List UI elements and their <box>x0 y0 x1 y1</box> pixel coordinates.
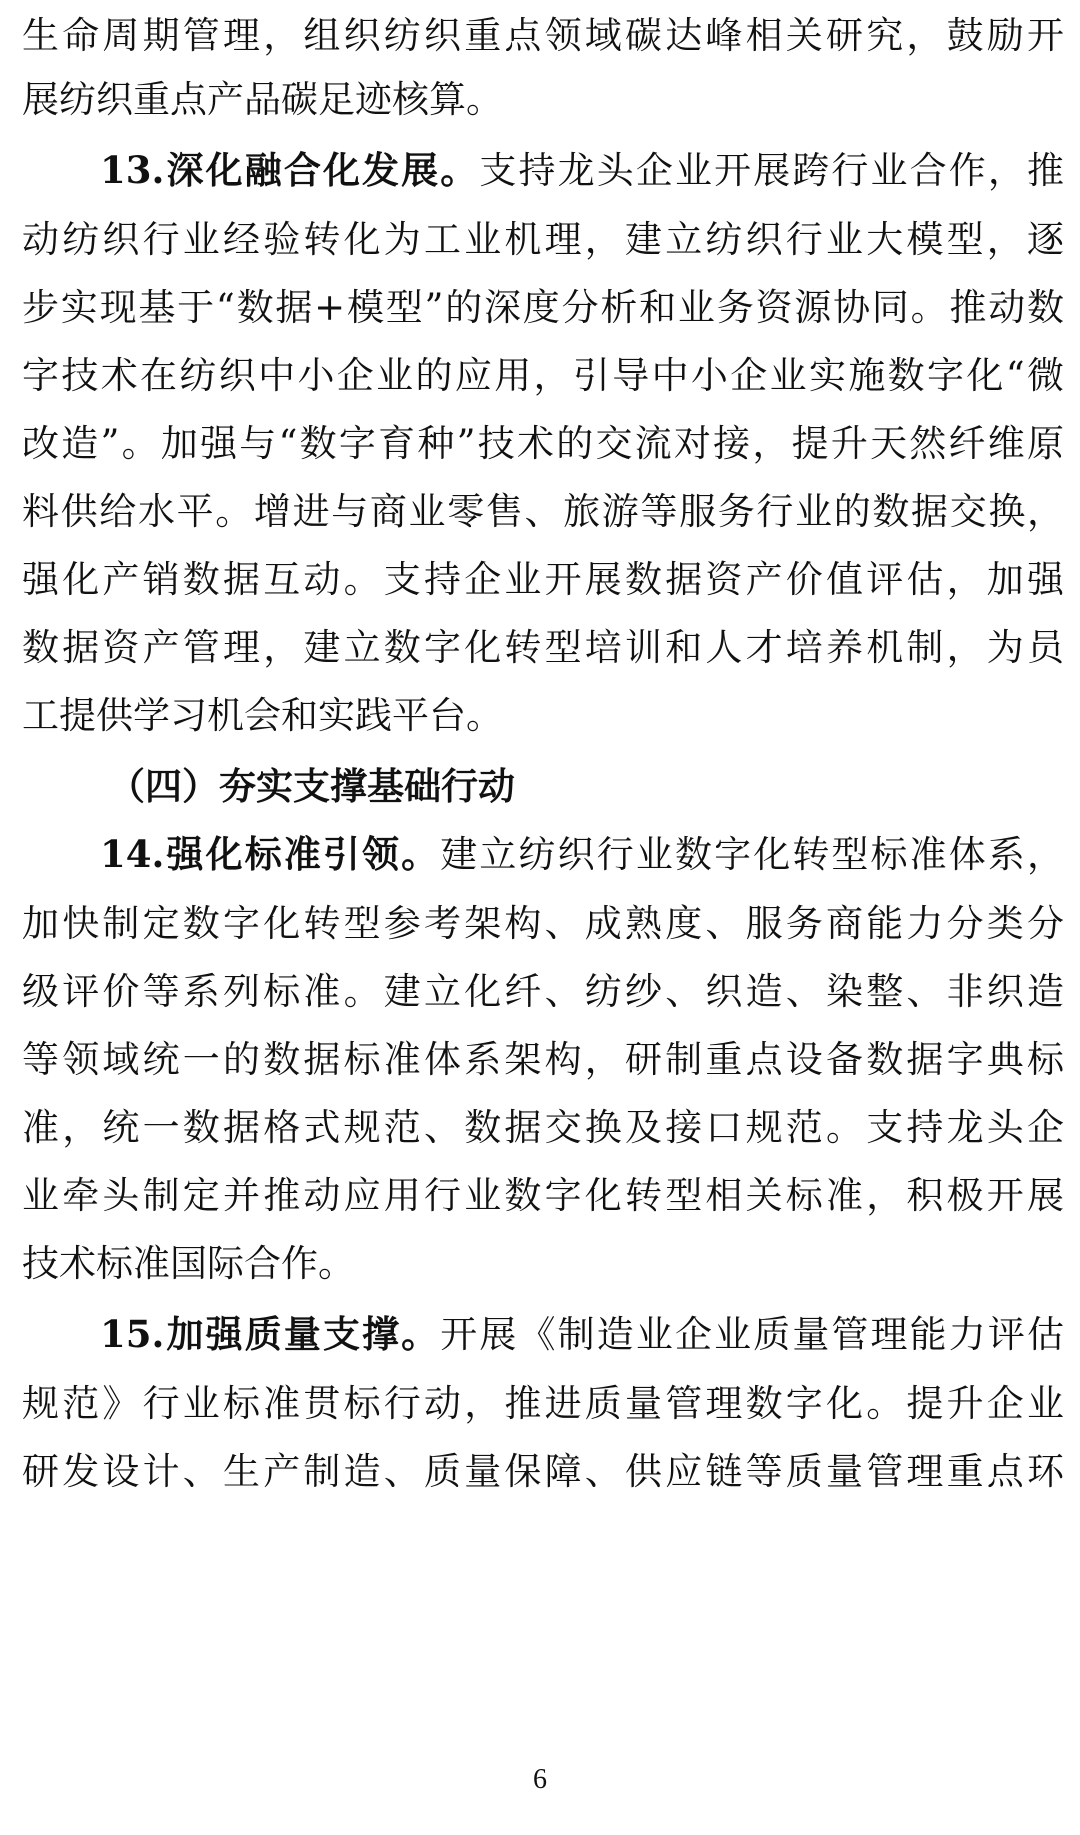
text-line: 工提供学习机会和实践平台。 <box>22 694 503 737</box>
text-line: 动纺织行业经验转化为工业机理，建立纺织行业大模型，逐 <box>22 218 1064 261</box>
paragraph-13-first-line-text: 支持龙头企业开展跨行业合作，推 <box>479 149 1064 192</box>
section-heading: （四）夯实支撑基础行动 <box>108 764 515 808</box>
paragraph-13-lead: 13.深化融合化发展。 <box>100 148 480 192</box>
text-line: 级评价等系列标准。建立化纤、纺纱、织造、染整、非织造 <box>22 970 1064 1013</box>
page-number: 6 <box>533 1764 547 1795</box>
paragraph-15-first-line-text: 开展《制造业企业质量管理能力评估 <box>440 1313 1064 1356</box>
text-line: 强化产销数据互动。支持企业开展数据资产价值评估，加强 <box>22 558 1064 601</box>
paragraph-14-first-line <box>100 818 1064 890</box>
text-line: 研发设计、生产制造、质量保障、供应链等质量管理重点环 <box>22 1450 1064 1493</box>
text-line: 准，统一数据格式规范、数据交换及接口规范。支持龙头企 <box>22 1106 1064 1149</box>
text-line: 料供给水平。增进与商业零售、旅游等服务行业的数据交换， <box>22 490 1064 533</box>
text-line: 规范》行业标准贯标行动，推进质量管理数字化。提升企业 <box>22 1382 1064 1425</box>
text-line: 改造”。加强与“数字育种”技术的交流对接，提升天然纤维原 <box>22 422 1064 465</box>
paragraph-15-first-line <box>100 1298 1064 1370</box>
text-line: 技术标准国际合作。 <box>22 1242 355 1285</box>
text-line: 业牵头制定并推动应用行业数字化转型相关标准，积极开展 <box>22 1174 1064 1217</box>
text-line: 步实现基于“数据+模型”的深度分析和业务资源协同。推动数 <box>22 286 1064 329</box>
text-line: 等领域统一的数据标准体系架构，研制重点设备数据字典标 <box>22 1038 1064 1081</box>
text-line: 字技术在纺织中小企业的应用，引导中小企业实施数字化“微 <box>22 354 1064 397</box>
text-line: 展纺织重点产品碳足迹核算。 <box>22 78 503 121</box>
paragraph-13-first-line <box>100 134 1064 206</box>
text-line: 数据资产管理，建立数字化转型培训和人才培养机制，为员 <box>22 626 1064 669</box>
text-line: 加快制定数字化转型参考架构、成熟度、服务商能力分类分 <box>22 902 1064 945</box>
text-line: 生命周期管理，组织纺织重点领域碳达峰相关研究，鼓励开 <box>22 14 1064 57</box>
paragraph-14-first-line-text: 建立纺织行业数字化转型标准体系， <box>440 833 1064 876</box>
paragraph-15-lead: 15.加强质量支撑。 <box>100 1312 441 1356</box>
paragraph-14-lead: 14.强化标准引领。 <box>100 832 441 876</box>
